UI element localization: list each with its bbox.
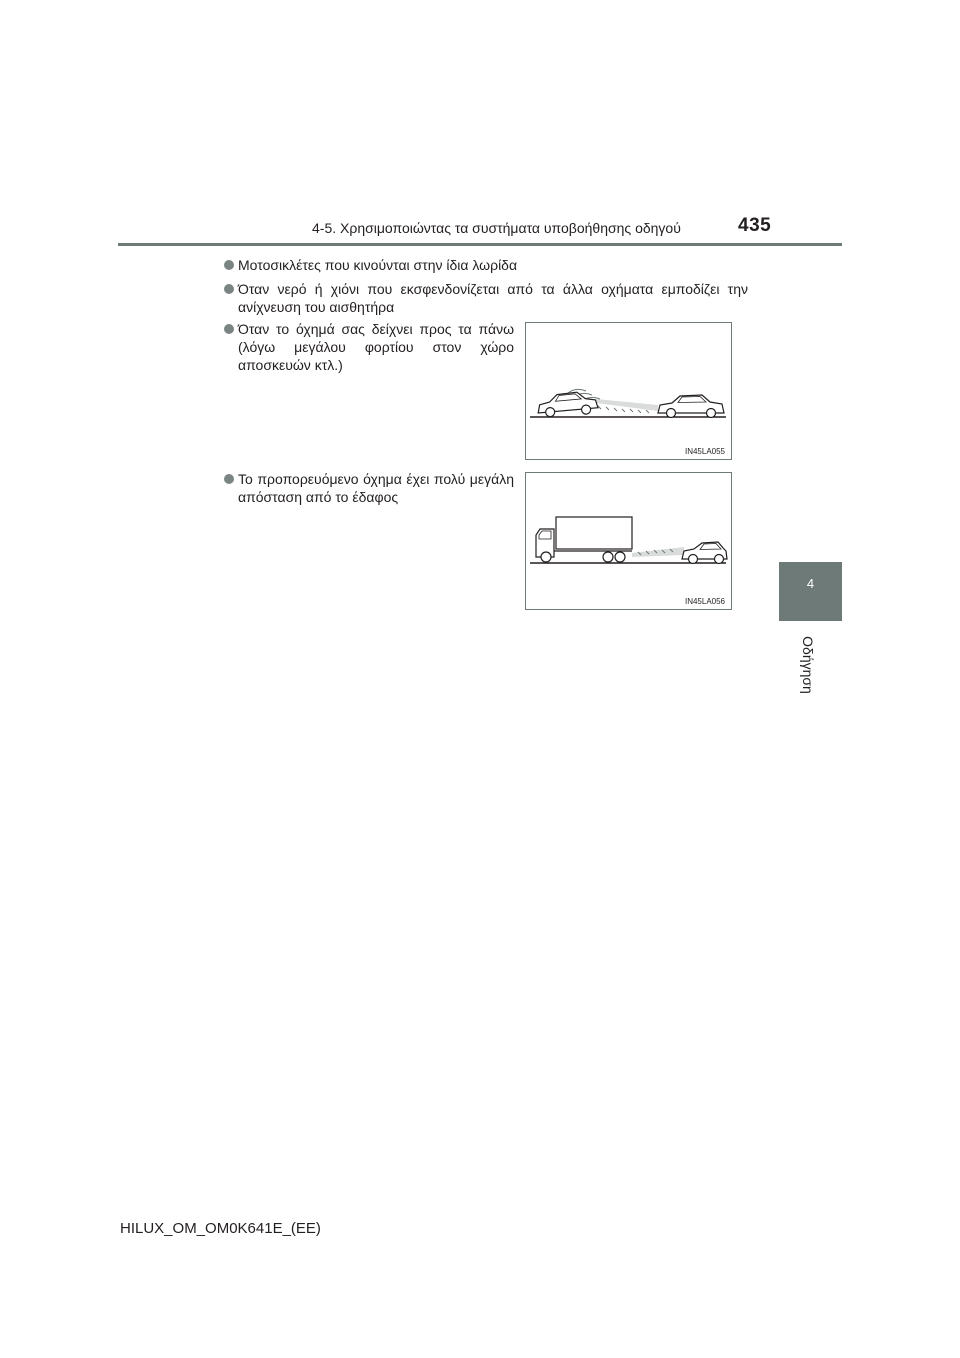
section-title: 4-5. Χρησιμοποιώντας τα συστήματα υποβοήθησης οδηγού bbox=[312, 220, 681, 236]
list-item-text: Όταν το όχημά σας δείχνει προς τα πάνω (λόγω μεγάλου φορτίου στον χώρο αποσκευών κτλ.) bbox=[238, 321, 514, 373]
bullet-dot-icon bbox=[224, 324, 234, 334]
bullet-dot-icon bbox=[224, 474, 234, 484]
chapter-number: 4 bbox=[806, 576, 815, 591]
chapter-label: Οδήγηση bbox=[800, 636, 816, 694]
chapter-tab bbox=[779, 562, 842, 621]
list-item bbox=[238, 470, 514, 506]
page-number: 435 bbox=[738, 215, 772, 236]
list-item-text: Το προπορευόμενο όχημα έχει πολύ μεγάλη απόσταση από το έδαφος bbox=[238, 471, 514, 505]
list-item-text: Μοτοσικλέτες που κινούνται στην ίδια λωρίδα bbox=[238, 257, 518, 273]
car-following-truck-icon bbox=[526, 473, 731, 609]
document-id: HILUX_OM_OM0K641E_(EE) bbox=[120, 1220, 321, 1237]
car-following-car-icon bbox=[526, 323, 731, 459]
list-item-text: Όταν νερό ή χιόνι που εκσφενδονίζεται από τα άλλα οχήματα εμποδίζει την ανίχνευση του αισθητήρα bbox=[238, 281, 748, 315]
list-item bbox=[238, 280, 748, 316]
list-item bbox=[238, 256, 758, 274]
header-divider bbox=[118, 243, 842, 246]
figure-code: IN45LA056 bbox=[684, 597, 725, 606]
bullet-dot-icon bbox=[224, 260, 234, 270]
figure-code: IN45LA055 bbox=[684, 447, 725, 456]
illustration-tilted-vehicle bbox=[525, 322, 732, 460]
illustration-high-clearance-truck bbox=[525, 472, 732, 610]
bullet-dot-icon bbox=[224, 284, 234, 294]
list-item bbox=[238, 320, 514, 374]
